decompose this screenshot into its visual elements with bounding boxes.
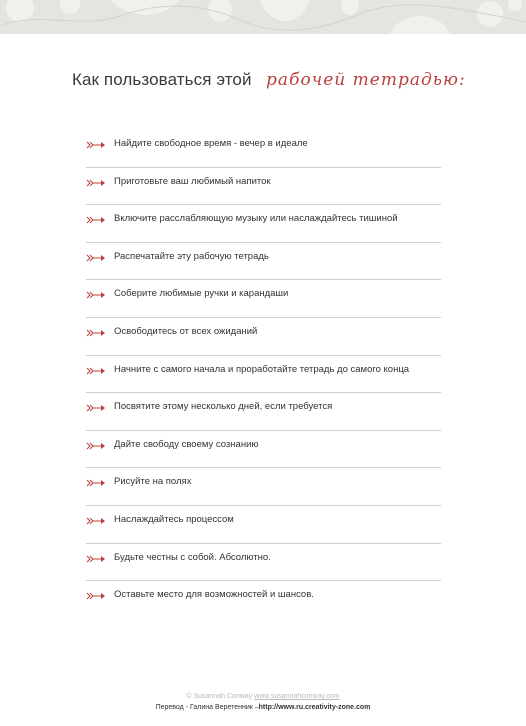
list-item (86, 393, 441, 431)
floral-pattern (0, 0, 526, 34)
list-item (86, 506, 441, 544)
arrow-bullet-icon (86, 215, 106, 225)
list-item (86, 356, 441, 394)
list-item-text: Освободитесь от всех ожиданий (114, 325, 258, 337)
arrow-bullet-icon (86, 403, 106, 413)
arrow-bullet-icon (86, 554, 106, 564)
list-item (86, 205, 441, 243)
copyright-link[interactable]: www.susannahconway.com (254, 693, 340, 700)
list-item (86, 318, 441, 356)
list-item-text: Начните с самого начала и проработайте тетрадь до самого конца (114, 363, 410, 375)
page-title (72, 70, 466, 102)
list-item-text: Распечатайте эту рабочую тетрадь (114, 250, 269, 262)
translation-link[interactable]: http://www.ru.creativity-zone.com (258, 704, 371, 711)
list-item-text: Наслаждайтесь процессом (114, 513, 234, 525)
decorative-header-band (0, 0, 526, 34)
list-item-text: Приготовьте ваш любимый напиток (114, 175, 271, 187)
list-item-text: Оставьте место для возможностей и шансов. (114, 589, 314, 601)
copyright-text: © Susannah Conway (186, 693, 253, 700)
list-item-text: Посвятите этому несколько дней, если требуется (114, 401, 333, 413)
list-item (86, 243, 441, 281)
arrow-bullet-icon (86, 290, 106, 300)
translation-text: Перевод - Галина Веретенник – (155, 704, 259, 711)
list-item-text: Будьте честны с собой. Абсолютно. (114, 551, 271, 563)
footer-translation (0, 704, 526, 711)
arrow-bullet-icon (86, 253, 106, 263)
title-script-text: рабочей тетрадью: (266, 70, 466, 90)
arrow-bullet-icon (86, 478, 106, 488)
arrow-bullet-icon (86, 516, 106, 526)
arrow-bullet-icon (86, 328, 106, 338)
list-item-text: Рисуйте на полях (114, 476, 192, 488)
list-item (86, 168, 441, 206)
list-item (86, 468, 441, 506)
arrow-bullet-icon (86, 178, 106, 188)
list-item-text: Включите расслабляющую музыку или наслаждайтесь тишиной (114, 213, 398, 225)
arrow-bullet-icon (86, 441, 106, 451)
arrow-bullet-icon (86, 366, 106, 376)
footer-copyright (0, 693, 526, 700)
list-item-text: Найдите свободное время - вечер в идеале (114, 138, 308, 149)
list-item-text: Дайте свободу своему сознанию (114, 438, 259, 450)
list-item (86, 544, 441, 582)
list-item (86, 280, 441, 318)
arrow-bullet-icon (86, 591, 106, 601)
arrow-bullet-icon (86, 140, 106, 150)
list-item (86, 581, 441, 619)
list-item-text: Соберите любимые ручки и карандаши (114, 288, 289, 300)
list-item (86, 130, 441, 168)
list-item (86, 431, 441, 469)
title-text: Как пользоваться этой (72, 70, 252, 89)
instructions-list (86, 130, 441, 619)
